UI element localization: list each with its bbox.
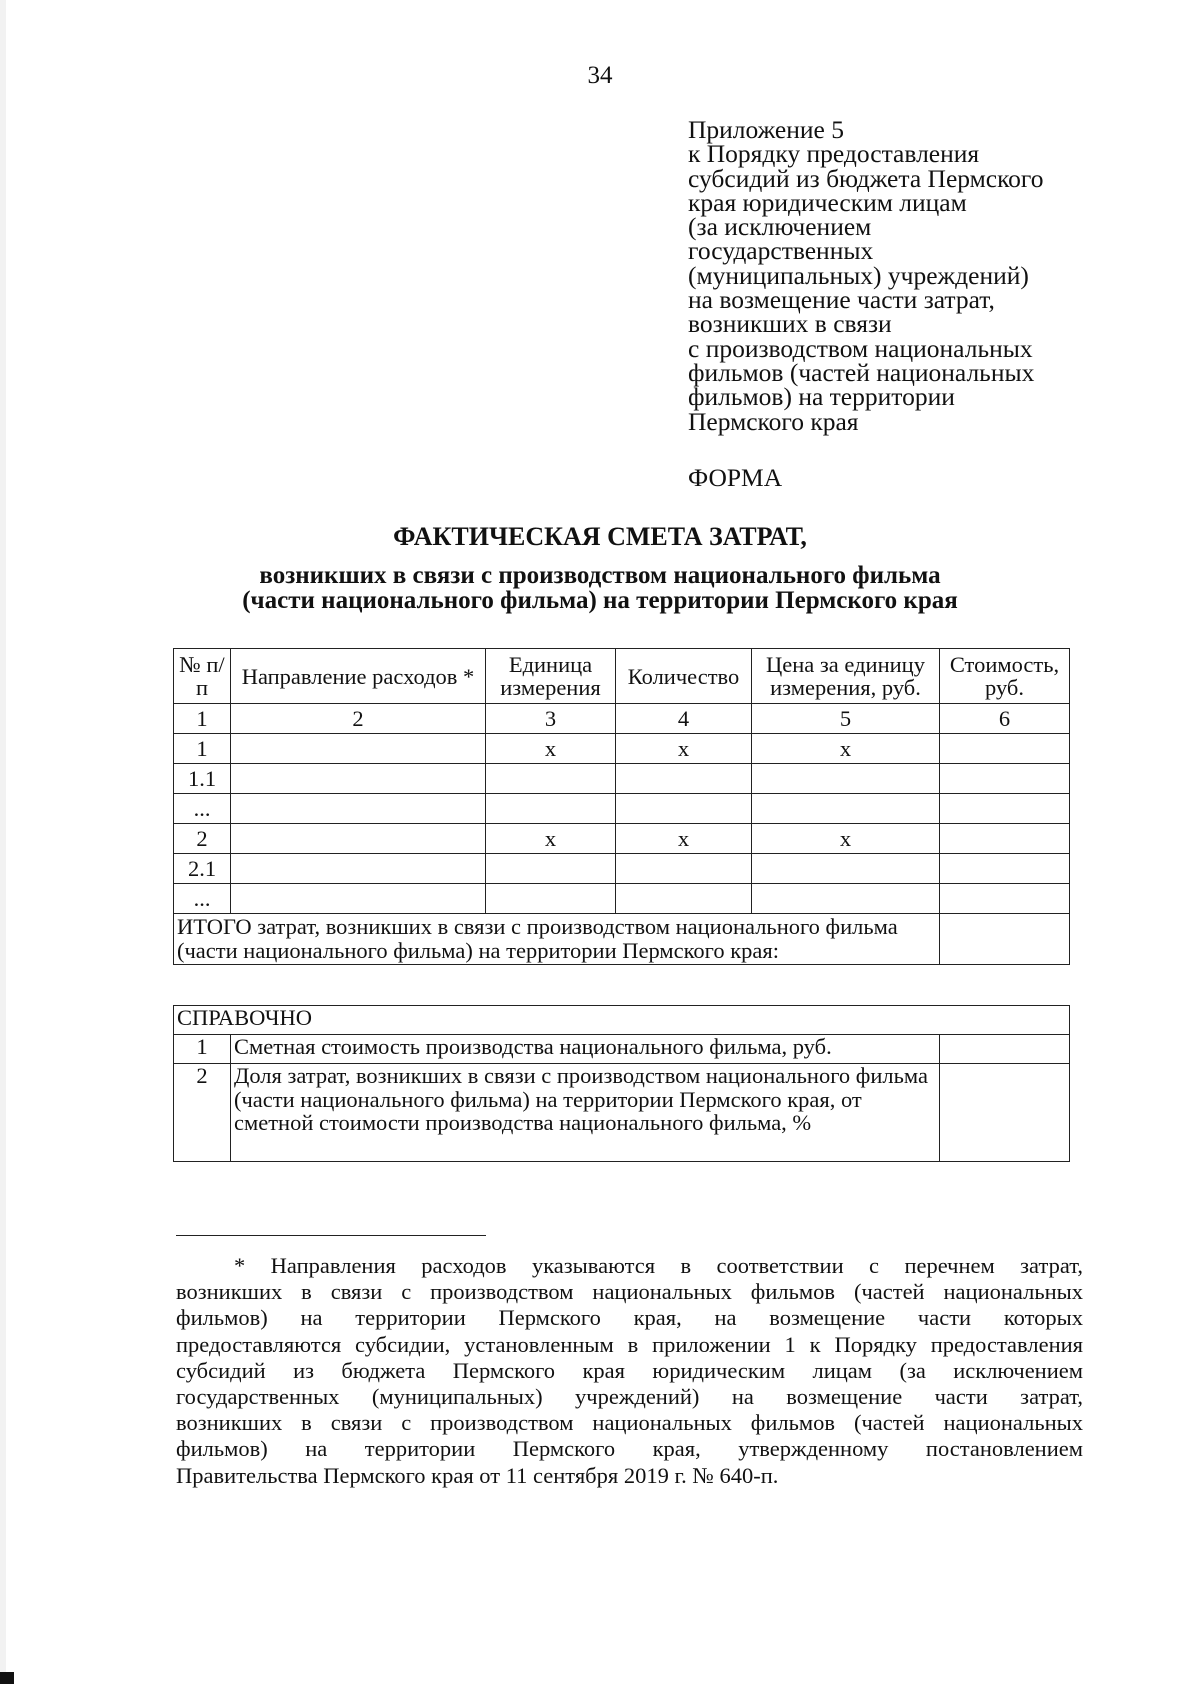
footnote-line: * Направления расходов указываются в соответствии с перечнем затрат, <box>234 1253 1083 1278</box>
table-cell: х <box>616 824 752 854</box>
reference-row <box>174 1064 1070 1162</box>
header-cell-direction: Направление расходов * <box>231 649 486 704</box>
header-cell-unit: Единица измерения <box>486 649 616 704</box>
reference-heading: СПРАВОЧНО <box>174 1006 1070 1035</box>
table-cell <box>231 854 486 884</box>
footnote <box>176 1253 1083 1489</box>
table-cell <box>940 884 1070 914</box>
table-cell <box>616 794 752 824</box>
header-cell-number: № п/п <box>174 649 231 704</box>
table-cell: 1 <box>174 734 231 764</box>
table-cell <box>752 764 940 794</box>
reference-row-text: Сметная стоимость производства национального фильма, руб. <box>231 1035 940 1064</box>
table-cell: х <box>486 734 616 764</box>
appendix-line: края юридическим лицам <box>688 187 967 217</box>
reference-row-number: 1 <box>174 1035 231 1064</box>
footnote-line: субсидий из бюджета Пермского края юридическим лицам (за исключением <box>176 1357 1083 1383</box>
header-cell-quantity: Количество <box>616 649 752 704</box>
table-cell: 1.1 <box>174 764 231 794</box>
table-cell <box>231 884 486 914</box>
reference-row-text: Доля затрат, возникших в связи с производством национального фильма (части национального фильма) на территории Пермского края, от сметной стоимости производства национального фильма, % <box>231 1064 940 1162</box>
table-cell <box>940 764 1070 794</box>
appendix-line: с производством национальных <box>688 333 1033 363</box>
total-value <box>940 914 1070 965</box>
footnote-line: предоставляются субсидии, установленным в приложении 1 к Порядку предоставления <box>176 1331 1083 1357</box>
header-cell-cost: Стоимость, руб. <box>940 649 1070 704</box>
footnote-line: Правительства Пермского края от 11 сентября 2019 г. № 640-п. <box>176 1462 779 1488</box>
total-label: ИТОГО затрат, возникших в связи с производством национального фильма (части национального фильма) на территории Пермского края: <box>174 914 940 965</box>
table-header-row <box>174 649 1070 704</box>
appendix-line: фильмов) на территории <box>688 382 955 412</box>
footnote-line: возникших в связи с производством национальных фильмов (частей национальных <box>176 1279 1083 1305</box>
table-row <box>174 884 1070 914</box>
subtitle-line: возникших в связи с производством национального фильма <box>259 562 941 589</box>
footnote-separator <box>176 1235 486 1236</box>
table-cell: х <box>486 824 616 854</box>
column-number: 4 <box>616 704 752 734</box>
appendix-reference <box>688 115 1128 436</box>
table-cell: ... <box>174 884 231 914</box>
table-cell: х <box>616 734 752 764</box>
column-number: 5 <box>752 704 940 734</box>
appendix-line: (за исключением <box>688 212 872 242</box>
appendix-line: субсидий из бюджета Пермского <box>688 163 1044 193</box>
table-row <box>174 854 1070 884</box>
appendix-line: (муниципальных) учреждений) <box>688 260 1029 290</box>
table-cell <box>486 884 616 914</box>
appendix-line: государственных <box>688 236 874 266</box>
table-cell <box>231 824 486 854</box>
table-cell <box>940 794 1070 824</box>
table-cell <box>231 734 486 764</box>
appendix-line: на возмещение части затрат, <box>688 285 995 315</box>
reference-table <box>173 1005 1070 1162</box>
form-label: ФОРМА <box>688 463 783 492</box>
table-cell <box>940 854 1070 884</box>
footnote-line: фильмов) на территории Пермского края, на возмещение части которых <box>176 1305 1083 1331</box>
document-title: ФАКТИЧЕСКАЯ СМЕТА ЗАТРАТ, <box>393 522 807 551</box>
table-cell <box>752 884 940 914</box>
column-number: 3 <box>486 704 616 734</box>
reference-row-value <box>940 1064 1070 1162</box>
table-row <box>174 764 1070 794</box>
document-subtitle <box>0 563 1200 613</box>
scan-corner-mark <box>0 1672 14 1684</box>
table-cell <box>486 854 616 884</box>
table-cell <box>616 884 752 914</box>
cost-estimate-table <box>173 648 1070 965</box>
appendix-line: Пермского края <box>688 406 859 436</box>
table-cell: 2.1 <box>174 854 231 884</box>
appendix-line: фильмов (частей национальных <box>688 357 1035 387</box>
page-number: 34 <box>587 62 613 89</box>
appendix-line: к Порядку предоставления <box>688 139 980 169</box>
table-cell <box>486 794 616 824</box>
header-cell-unit-price: Цена за единицу измерения, руб. <box>752 649 940 704</box>
table-cell: х <box>752 824 940 854</box>
table-cell: ... <box>174 794 231 824</box>
reference-row-number: 2 <box>174 1064 231 1162</box>
total-row <box>174 914 1070 965</box>
column-number: 1 <box>174 704 231 734</box>
column-number: 6 <box>940 704 1070 734</box>
table-cell: 2 <box>174 824 231 854</box>
footnote-line: возникших в связи с производством национальных фильмов (частей национальных <box>176 1410 1083 1436</box>
appendix-line: возникших в связи <box>688 309 892 339</box>
table-cell <box>752 854 940 884</box>
column-number: 2 <box>231 704 486 734</box>
table-row <box>174 734 1070 764</box>
table-cell <box>231 764 486 794</box>
scan-edge-mark <box>0 0 6 1684</box>
table-cell: х <box>752 734 940 764</box>
reference-row-value <box>940 1035 1070 1064</box>
reference-row <box>174 1035 1070 1064</box>
reference-heading-row <box>174 1006 1070 1035</box>
table-row <box>174 794 1070 824</box>
table-cell <box>940 734 1070 764</box>
footnote-line: государственных (муниципальных) учреждений) на возмещение части затрат, <box>176 1384 1083 1410</box>
table-cell <box>940 824 1070 854</box>
table-cell <box>231 794 486 824</box>
appendix-line: Приложение 5 <box>688 115 844 144</box>
table-cell <box>752 794 940 824</box>
footnote-line: фильмов) на территории Пермского края, утвержденному постановлением <box>176 1436 1083 1462</box>
table-row <box>174 824 1070 854</box>
column-number-row <box>174 704 1070 734</box>
table-cell <box>616 854 752 884</box>
subtitle-line: (части национального фильма) на территории Пермского края <box>242 587 958 614</box>
table-cell <box>616 764 752 794</box>
table-cell <box>486 764 616 794</box>
